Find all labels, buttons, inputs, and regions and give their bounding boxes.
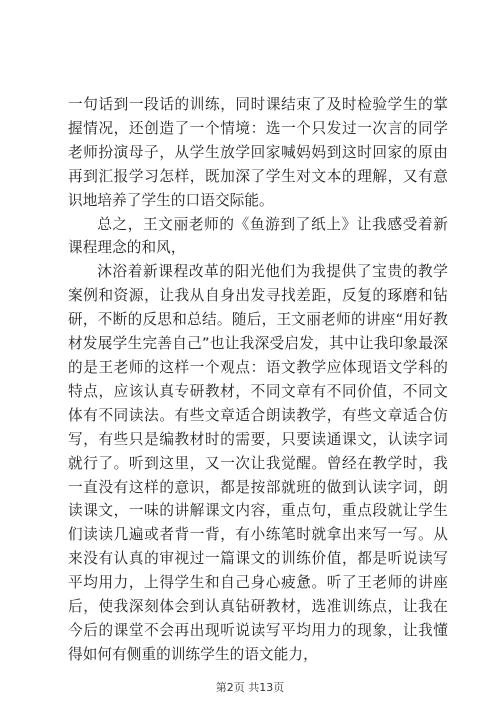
paragraph-2: 总之，王文丽老师的《鱼游到了纸上》让我感受着新课程理念的和风，: [68, 215, 448, 257]
paragraph-1: 一句话到一段话的训练，同时课结束了及时检验学生的掌握情况，还创造了一个情境：选一个只发过一次言的同学老师扮演母子，从学生放学回家喊妈妈到这时回家的原由再到汇报学习怎样，既加深了学生对文本的理解，又有意识地培养了学生的口语交际能。: [68, 96, 448, 209]
document-body: [68, 93, 448, 667]
paragraph-3: 沐浴着新课程改革的阳光他们为我提供了宝贵的教学案例和资源，让我从自身出发寻找差距，反复的琢磨和钻研，不断的反思和总结。随后，王文丽老师的讲座“用好教材发展学生完善自己”也让我深受启发，其中让我印象最深的是王老师的这样一个观点：语文教学应体现语文学科的特点，应该认真专研教材，不同文章有不同价值，不同文体有不同读法。有些文章适合朗读教学，有些文章适合仿写，有些只是编教材时的需要，只要读通课文，认读字词就行了。听到这里，又一次让我觉醒。曾经在教学时，我一直没有这样的意识，都是按部就班的做到认读字词，朗读课文，一味的讲解课文内容，重点句，重点段就让学生们读读几遍或者背一背，有小练笔时就拿出来写一写。从来没有认真的审视过一篇课文的训练价值，都是听说读写平均用力，上得学生和自己身心疲惫。听了王老师的讲座后，使我深刻体会到认真钻研教材，选准训练点，让我在今后的课堂不会再出现听说读写平均用力的现象，让我懂得如何有侧重的训练学生的语文能力，: [68, 263, 448, 663]
page-footer: 第2页 共13页: [215, 681, 285, 694]
